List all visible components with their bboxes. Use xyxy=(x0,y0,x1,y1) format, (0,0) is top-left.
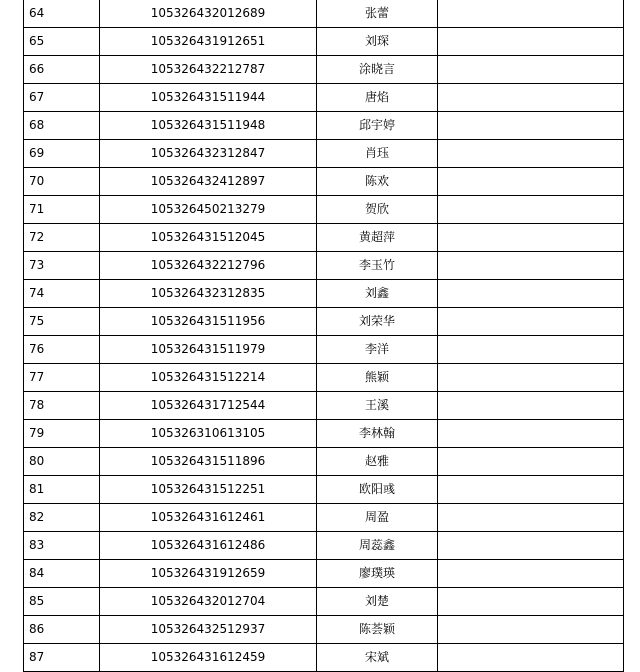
table-row xyxy=(24,364,624,392)
candidate-id-cell: 105326432012689 xyxy=(100,0,317,28)
row-number-cell: 66 xyxy=(24,56,100,84)
candidate-id-cell: 105326431511896 xyxy=(100,448,317,476)
candidate-id-cell: 105326431511948 xyxy=(100,112,317,140)
table-row xyxy=(24,0,624,28)
table-row xyxy=(24,280,624,308)
name-cell: 宋斌 xyxy=(317,644,438,672)
row-number-cell: 65 xyxy=(24,28,100,56)
remarks-cell xyxy=(438,392,624,420)
name-cell: 刘鑫 xyxy=(317,280,438,308)
name-cell: 贺欣 xyxy=(317,196,438,224)
row-number-cell: 83 xyxy=(24,532,100,560)
candidate-id-cell: 105326431511944 xyxy=(100,84,317,112)
candidate-id-cell: 105326431512045 xyxy=(100,224,317,252)
row-number-cell: 73 xyxy=(24,252,100,280)
name-cell: 李洋 xyxy=(317,336,438,364)
name-cell: 李玉竹 xyxy=(317,252,438,280)
name-cell: 廖璞瑛 xyxy=(317,560,438,588)
table-row xyxy=(24,476,624,504)
remarks-cell xyxy=(438,448,624,476)
name-cell: 邱宇婷 xyxy=(317,112,438,140)
remarks-cell xyxy=(438,476,624,504)
row-number-cell: 86 xyxy=(24,616,100,644)
table-row xyxy=(24,252,624,280)
row-number-cell: 85 xyxy=(24,588,100,616)
table-row xyxy=(24,504,624,532)
name-cell: 肖珏 xyxy=(317,140,438,168)
roster-table xyxy=(23,0,624,672)
candidate-id-cell: 105326432512937 xyxy=(100,616,317,644)
candidate-id-cell: 105326431612486 xyxy=(100,532,317,560)
remarks-cell xyxy=(438,420,624,448)
candidate-id-cell: 105326432212796 xyxy=(100,252,317,280)
row-number-cell: 78 xyxy=(24,392,100,420)
table-row xyxy=(24,168,624,196)
name-cell: 周蕊鑫 xyxy=(317,532,438,560)
name-cell: 陈荟颖 xyxy=(317,616,438,644)
remarks-cell xyxy=(438,336,624,364)
row-number-cell: 69 xyxy=(24,140,100,168)
candidate-id-cell: 105326450213279 xyxy=(100,196,317,224)
candidate-id-cell: 105326431512214 xyxy=(100,364,317,392)
row-number-cell: 75 xyxy=(24,308,100,336)
table-row xyxy=(24,560,624,588)
row-number-cell: 68 xyxy=(24,112,100,140)
remarks-cell xyxy=(438,196,624,224)
remarks-cell xyxy=(438,280,624,308)
candidate-id-cell: 105326432312847 xyxy=(100,140,317,168)
table-row xyxy=(24,644,624,672)
name-cell: 刘楚 xyxy=(317,588,438,616)
row-number-cell: 76 xyxy=(24,336,100,364)
remarks-cell xyxy=(438,224,624,252)
name-cell: 刘荣华 xyxy=(317,308,438,336)
table-row xyxy=(24,420,624,448)
candidate-id-cell: 105326432012704 xyxy=(100,588,317,616)
name-cell: 李林翰 xyxy=(317,420,438,448)
remarks-cell xyxy=(438,252,624,280)
candidate-id-cell: 105326431612461 xyxy=(100,504,317,532)
name-cell: 张蕾 xyxy=(317,0,438,28)
row-number-cell: 77 xyxy=(24,364,100,392)
table-row xyxy=(24,84,624,112)
row-number-cell: 80 xyxy=(24,448,100,476)
row-number-cell: 64 xyxy=(24,0,100,28)
name-cell: 唐焰 xyxy=(317,84,438,112)
remarks-cell xyxy=(438,644,624,672)
table-row xyxy=(24,56,624,84)
table-row xyxy=(24,448,624,476)
candidate-id-cell: 105326432212787 xyxy=(100,56,317,84)
remarks-cell xyxy=(438,140,624,168)
name-cell: 涂晓言 xyxy=(317,56,438,84)
candidate-id-cell: 105326431912659 xyxy=(100,560,317,588)
table-row xyxy=(24,308,624,336)
name-cell: 周盈 xyxy=(317,504,438,532)
candidate-id-cell: 105326431511979 xyxy=(100,336,317,364)
candidate-id-cell: 105326310613105 xyxy=(100,420,317,448)
table-row xyxy=(24,532,624,560)
candidate-id-cell: 105326431712544 xyxy=(100,392,317,420)
remarks-cell xyxy=(438,504,624,532)
table-row xyxy=(24,392,624,420)
table-row xyxy=(24,196,624,224)
remarks-cell xyxy=(438,616,624,644)
row-number-cell: 84 xyxy=(24,560,100,588)
candidate-id-cell: 105326432312835 xyxy=(100,280,317,308)
row-number-cell: 79 xyxy=(24,420,100,448)
remarks-cell xyxy=(438,588,624,616)
table-row xyxy=(24,616,624,644)
remarks-cell xyxy=(438,56,624,84)
table-row xyxy=(24,112,624,140)
remarks-cell xyxy=(438,0,624,28)
remarks-cell xyxy=(438,112,624,140)
row-number-cell: 71 xyxy=(24,196,100,224)
remarks-cell xyxy=(438,84,624,112)
row-number-cell: 72 xyxy=(24,224,100,252)
name-cell: 刘琛 xyxy=(317,28,438,56)
candidate-id-cell: 105326431612459 xyxy=(100,644,317,672)
name-cell: 王溪 xyxy=(317,392,438,420)
row-number-cell: 74 xyxy=(24,280,100,308)
table-row xyxy=(24,336,624,364)
remarks-cell xyxy=(438,364,624,392)
row-number-cell: 87 xyxy=(24,644,100,672)
name-cell: 熊颖 xyxy=(317,364,438,392)
remarks-cell xyxy=(438,560,624,588)
name-cell: 赵雅 xyxy=(317,448,438,476)
name-cell: 黄超萍 xyxy=(317,224,438,252)
table-row xyxy=(24,28,624,56)
table-row xyxy=(24,588,624,616)
candidate-id-cell: 105326431511956 xyxy=(100,308,317,336)
row-number-cell: 81 xyxy=(24,476,100,504)
candidate-id-cell: 105326431512251 xyxy=(100,476,317,504)
row-number-cell: 82 xyxy=(24,504,100,532)
remarks-cell xyxy=(438,308,624,336)
row-number-cell: 70 xyxy=(24,168,100,196)
candidate-id-cell: 105326432412897 xyxy=(100,168,317,196)
remarks-cell xyxy=(438,168,624,196)
row-number-cell: 67 xyxy=(24,84,100,112)
remarks-cell xyxy=(438,28,624,56)
remarks-cell xyxy=(438,532,624,560)
roster-table-body xyxy=(24,0,624,672)
name-cell: 陈欢 xyxy=(317,168,438,196)
table-row xyxy=(24,224,624,252)
table-row xyxy=(24,140,624,168)
candidate-id-cell: 105326431912651 xyxy=(100,28,317,56)
name-cell: 欧阳彧 xyxy=(317,476,438,504)
